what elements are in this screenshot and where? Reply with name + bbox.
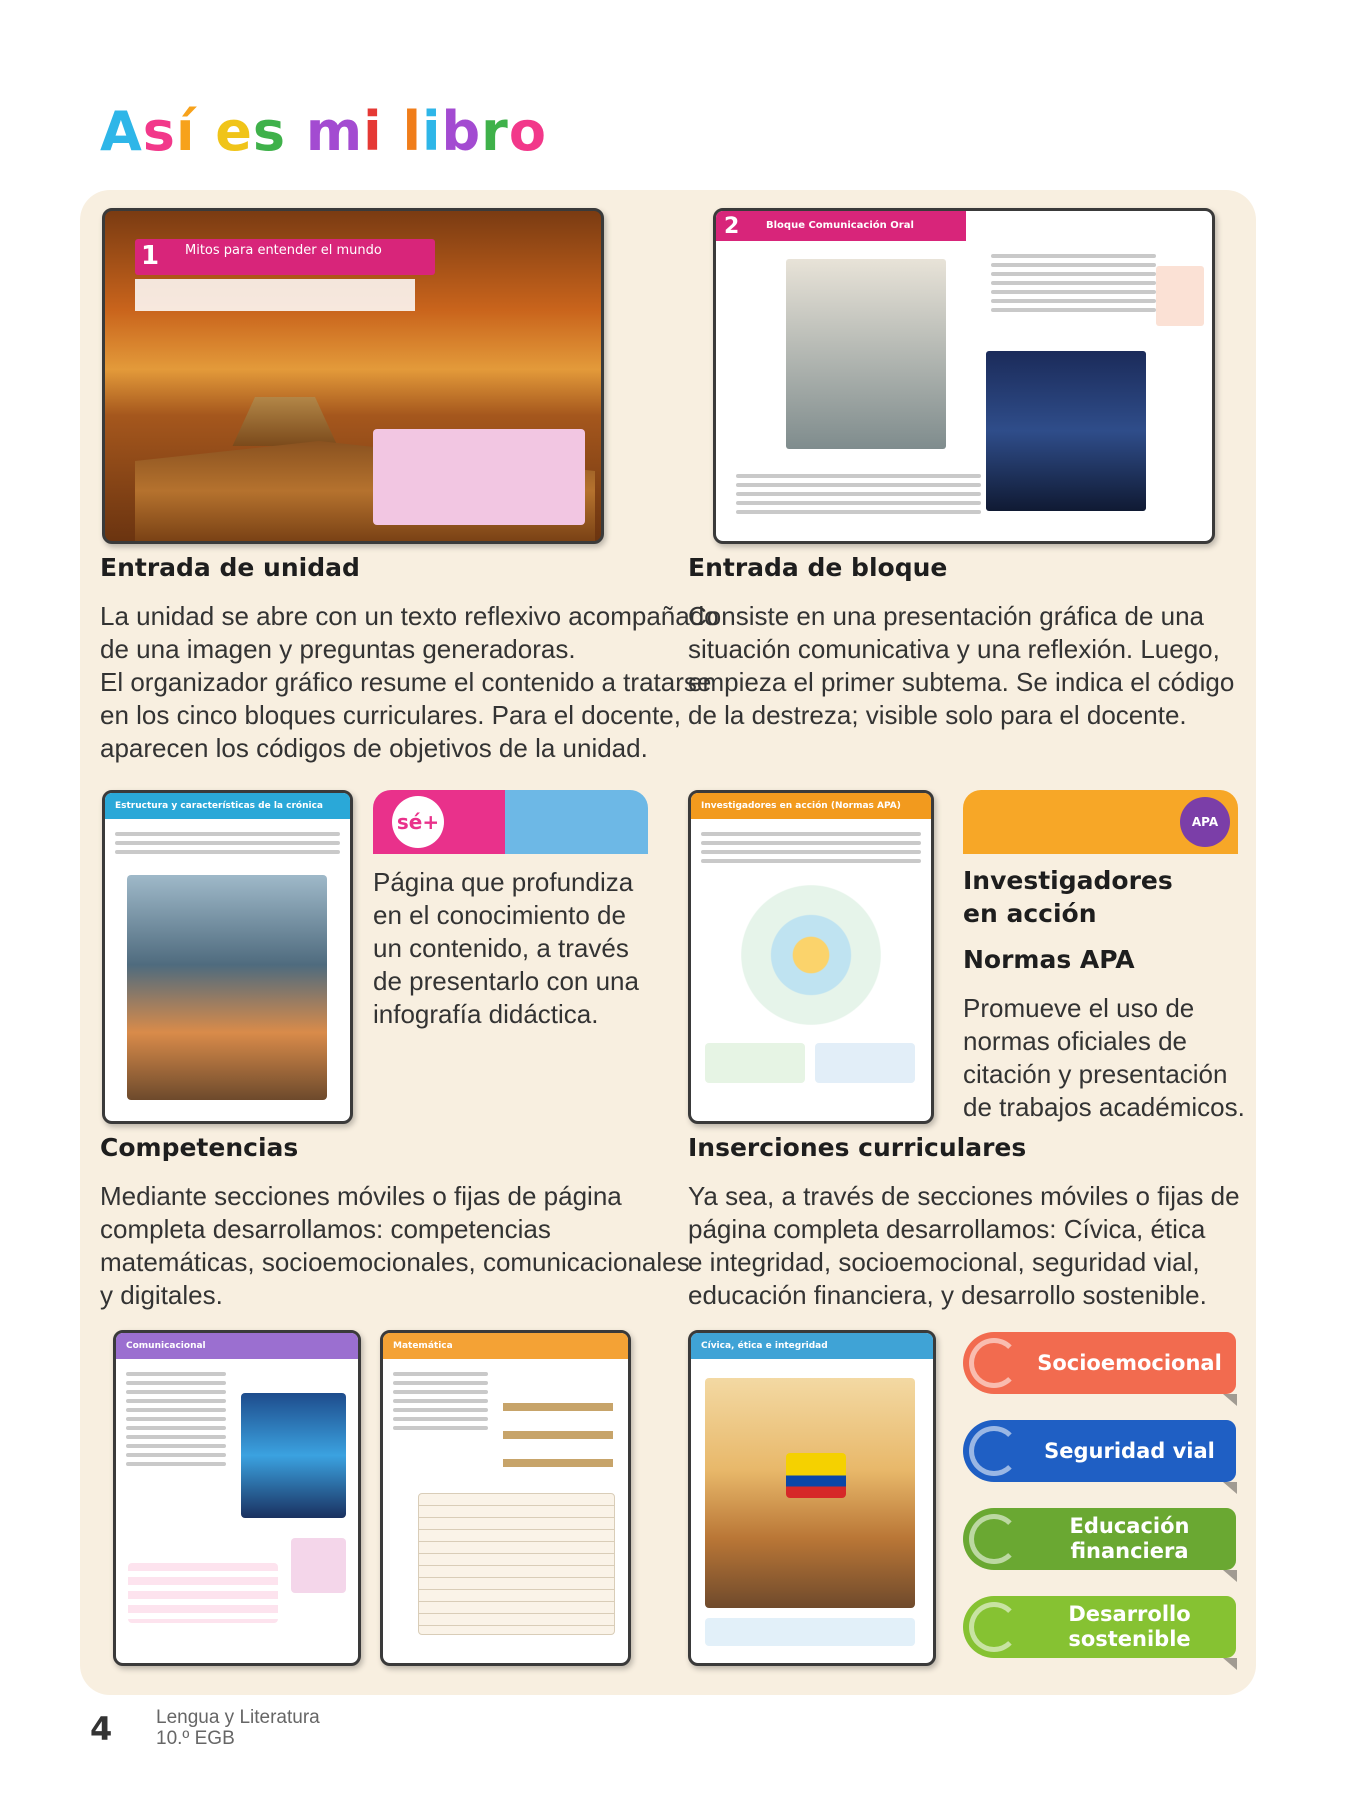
footer-book-info bbox=[156, 1707, 320, 1749]
title-letter: i bbox=[363, 100, 383, 163]
intro-text-box bbox=[135, 279, 415, 311]
ic-logo-icon bbox=[969, 1602, 1019, 1652]
taller-box bbox=[705, 1618, 915, 1646]
note-box-right bbox=[815, 1043, 915, 1083]
investigadores-heading: Investigadores en acción bbox=[963, 866, 1173, 928]
block-entry-heading: Entrada de bloque bbox=[688, 553, 948, 582]
civica-thumbnail bbox=[688, 1330, 936, 1666]
se-mas-badge: sé+ bbox=[392, 796, 444, 848]
block-number: 2 bbox=[724, 214, 740, 239]
civica-page-header: Cívica, ética e integridad bbox=[691, 1333, 933, 1359]
matematica-thumbnail bbox=[380, 1330, 631, 1666]
desarrollo-sostenible-sticker: Desarrollo sostenible bbox=[963, 1596, 1236, 1658]
se-mas-page-text bbox=[105, 819, 350, 867]
inserciones-description: Ya sea, a través de secciones móviles o fijas de página completa desarrollamos: Cívica, ética e integridad, socioemocional, seguridad vial, educación financiera, y desarrollo sostenible. bbox=[688, 1181, 1240, 1310]
unit-entry-heading: Entrada de unidad bbox=[100, 553, 360, 582]
ic-logo-icon bbox=[969, 1426, 1019, 1476]
comunicacional-sidebar bbox=[291, 1538, 346, 1593]
title-letter bbox=[195, 100, 215, 163]
title-letter: s bbox=[252, 100, 287, 163]
comunicacional-text bbox=[116, 1359, 236, 1479]
title-letter: í bbox=[175, 100, 196, 163]
text-block bbox=[726, 461, 991, 539]
note-box-left bbox=[705, 1043, 805, 1083]
unit-title: Mitos para entender el mundo bbox=[185, 243, 382, 258]
se-mas-description: Página que profundiza en el conocimiento de un contenido, a través de presentarlo con una infografía didáctica. bbox=[373, 867, 639, 1029]
footer-grade: 10.º EGB bbox=[156, 1728, 235, 1749]
comunicacional-thumbnail bbox=[113, 1330, 361, 1666]
block-title: Bloque Comunicación Oral bbox=[766, 220, 914, 231]
title-letter: A bbox=[100, 100, 143, 163]
title-letter: m bbox=[305, 100, 364, 163]
meeting-image bbox=[986, 351, 1146, 511]
block-entry-thumbnail bbox=[713, 208, 1215, 544]
lined-notebook bbox=[418, 1493, 615, 1635]
footer-subject: Lengua y Literatura bbox=[156, 1707, 320, 1728]
se-mas-thumbnail bbox=[102, 790, 353, 1124]
title-letter bbox=[286, 100, 306, 163]
ic-logo-icon bbox=[969, 1514, 1019, 1564]
apa-heading: Normas APA bbox=[963, 945, 1135, 974]
socioemocional-sticker: Socioemocional bbox=[963, 1332, 1236, 1394]
unit-entry-description: La unidad se abre con un texto reflexivo acompañado de una imagen y preguntas generadoras. El organizador gráfico resume el contenido a tratarse en los cinco bloques curriculares. Para el docente, aparecen los códigos de objetivos de la unidad. bbox=[100, 601, 719, 763]
seguridad-vial-sticker: Seguridad vial bbox=[963, 1420, 1236, 1482]
pyramid-image bbox=[210, 376, 360, 446]
text-column bbox=[981, 241, 1166, 357]
ecuador-flag-image bbox=[786, 1453, 846, 1498]
comunicacional-table bbox=[128, 1563, 278, 1623]
title-letter: s bbox=[142, 100, 176, 163]
chronicle-infographic bbox=[127, 875, 327, 1100]
title-letter: o bbox=[508, 100, 547, 163]
apa-diagram bbox=[741, 885, 881, 1025]
se-mas-page-header: Estructura y características de la crónica bbox=[105, 793, 350, 819]
title-letter: l bbox=[402, 100, 422, 163]
investigadores-page-header: Investigadores en acción (Normas APA) bbox=[691, 793, 931, 819]
investigadores-thumbnail bbox=[688, 790, 934, 1124]
title-letter: i bbox=[422, 100, 442, 163]
competencias-heading: Competencias bbox=[100, 1133, 299, 1162]
title-letter bbox=[383, 100, 403, 163]
inserciones-heading: Inserciones curriculares bbox=[688, 1133, 1027, 1162]
competencias-description: Mediante secciones móviles o fijas de página completa desarrollamos: competencias matemáticas, socioemocionales, comunicacionales y digitales. bbox=[100, 1181, 690, 1310]
matematica-page-header: Matemática bbox=[383, 1333, 628, 1359]
investigadores-description: Promueve el uso de normas oficiales de citación y presentación de trabajos académicos. bbox=[963, 993, 1245, 1122]
graphic-organizer bbox=[373, 429, 585, 525]
digital-child-image bbox=[241, 1393, 346, 1518]
educacion-financiera-sticker: Educación financiera bbox=[963, 1508, 1236, 1570]
apa-badge: APA bbox=[1180, 797, 1230, 847]
title-letter: e bbox=[215, 100, 253, 163]
conversation-image bbox=[786, 259, 946, 449]
comunicacional-page-header: Comunicacional bbox=[116, 1333, 358, 1359]
unit-entry-thumbnail bbox=[102, 208, 604, 544]
sidebar-note bbox=[1156, 266, 1204, 326]
page-title bbox=[100, 100, 547, 163]
title-letter: b bbox=[441, 100, 482, 163]
dogs-balance-illustration bbox=[503, 1383, 613, 1473]
page-number: 4 bbox=[90, 1710, 113, 1748]
unit-number: 1 bbox=[141, 241, 160, 271]
title-letter: r bbox=[481, 100, 509, 163]
investigadores-page-text bbox=[691, 819, 931, 876]
block-entry-description: Consiste en una presentación gráfica de una situación comunicativa y una reflexión. Luego, empieza el primer subtema. Se indica el código de la destreza; visible solo para el docente. bbox=[688, 601, 1235, 730]
ic-logo-icon bbox=[969, 1338, 1019, 1388]
matematica-text bbox=[383, 1359, 498, 1443]
